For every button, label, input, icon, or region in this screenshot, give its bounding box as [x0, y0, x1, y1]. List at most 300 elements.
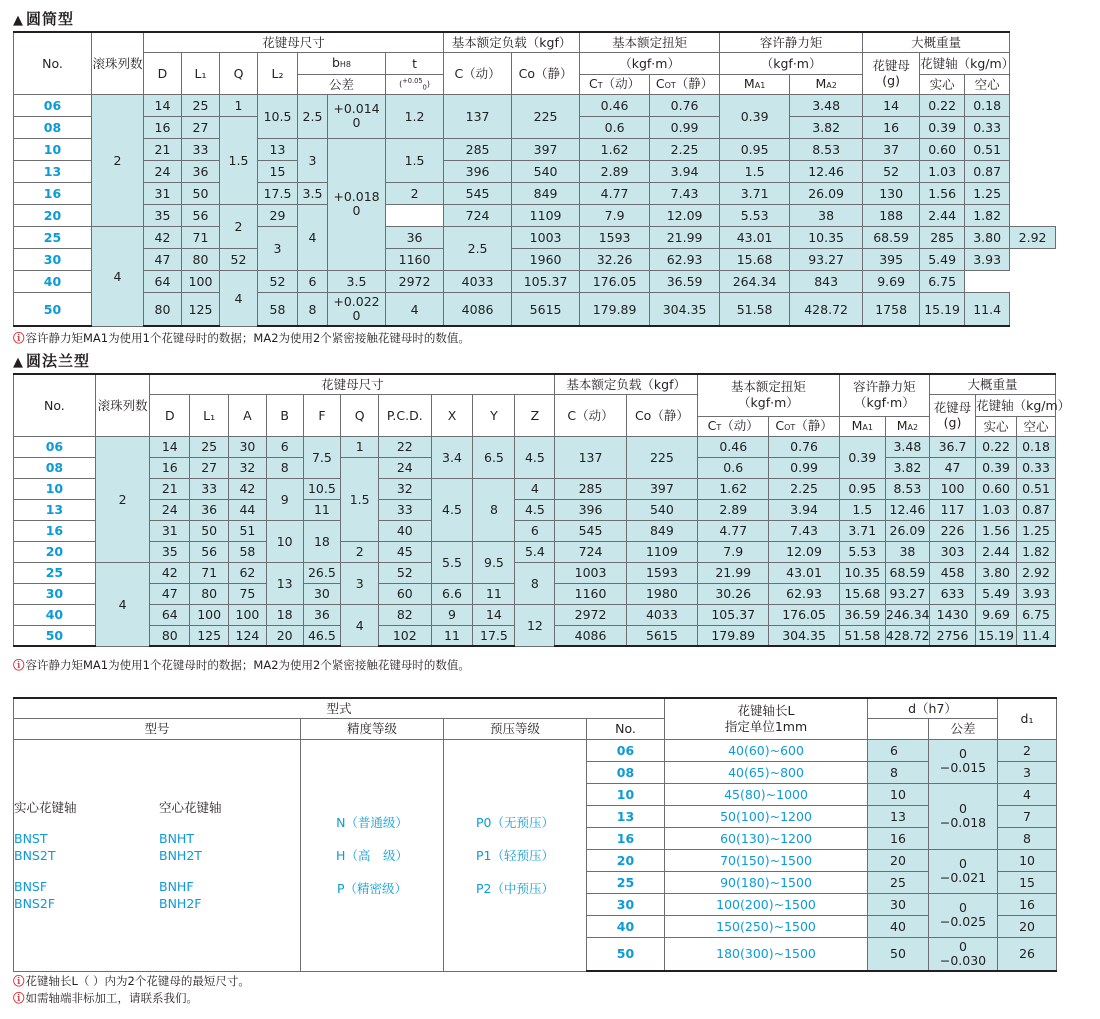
col-nut-weight: 花键母 (g) — [863, 52, 920, 94]
cell: 2.5 — [444, 226, 512, 270]
cell: 62.93 — [769, 583, 839, 604]
cell: 58 — [229, 541, 267, 562]
cell: 21 — [150, 478, 190, 499]
cell: 20 — [868, 849, 929, 871]
ball-rows-4: 4 — [95, 562, 150, 646]
cell: 0.33 — [1017, 457, 1056, 478]
preload-P2: P2（中预压） — [476, 880, 554, 896]
cell: 285 — [444, 138, 512, 160]
shaft-length: 100(200)~1500 — [665, 893, 868, 915]
cell: 10.5 — [258, 94, 298, 138]
cell: 2.44 — [920, 204, 965, 226]
cell: 8.53 — [885, 478, 929, 499]
row-no: 40 — [14, 604, 96, 625]
col-X: X — [431, 394, 473, 436]
row-no: 20 — [14, 541, 96, 562]
cell: 51.58 — [839, 625, 885, 646]
cell: 25 — [182, 94, 220, 116]
model-BNHT: BNHT — [159, 830, 194, 846]
cell: 14 — [150, 436, 190, 457]
col-torque-unit: （kgf·m） — [580, 52, 720, 74]
cell: 188 — [863, 204, 920, 226]
cell: 16 — [150, 457, 190, 478]
cell: 105.37 — [512, 270, 580, 292]
cell: 428.72 — [790, 292, 863, 326]
row-no: 30 — [587, 893, 665, 915]
cell: 1.82 — [1017, 541, 1056, 562]
cell: 42 — [150, 562, 190, 583]
cell: 1 — [220, 94, 258, 116]
cell: 47 — [150, 583, 190, 604]
cell: 32.26 — [580, 248, 650, 270]
cell: 3.71 — [720, 182, 790, 204]
cell: 8 — [515, 562, 555, 604]
cell: 42 — [144, 226, 182, 248]
precision-list — [301, 739, 444, 971]
cell: 0.51 — [1017, 478, 1056, 499]
row-no: 25 — [14, 562, 96, 583]
model-BNH2F: BNH2F — [159, 895, 202, 911]
cell: 56 — [190, 541, 229, 562]
cell: 40 — [379, 520, 431, 541]
cell: 50 — [190, 520, 229, 541]
cell: 17.5 — [258, 182, 298, 204]
cell: 1593 — [580, 226, 650, 248]
col-ball-rows: 滚珠列数 — [95, 374, 150, 436]
col-L1: L₁ — [182, 52, 220, 94]
col-B: B — [266, 394, 303, 436]
cell: 1.62 — [580, 138, 650, 160]
cell: 36.7 — [929, 436, 975, 457]
cell: 125 — [190, 625, 229, 646]
cell: 458 — [929, 562, 975, 583]
cell: 4.5 — [431, 478, 473, 541]
cell: 3.80 — [965, 226, 1010, 248]
col-Z: Z — [515, 394, 555, 436]
spline-shaft-selection-table — [13, 697, 1057, 972]
cell: 31 — [144, 182, 182, 204]
cell: 0.39 — [920, 116, 965, 138]
cell: 75 — [229, 583, 267, 604]
cell: 4 — [998, 783, 1057, 805]
row-no: 08 — [587, 761, 665, 783]
cell: 15.68 — [839, 583, 885, 604]
col-static: 容许静力矩 （kgf·m） — [839, 374, 929, 416]
cell: 0.18 — [965, 94, 1010, 116]
col-torque: 基本额定扭矩 （kgf·m） — [698, 374, 840, 416]
cell: 16 — [868, 827, 929, 849]
precision-P: P（精密级） — [336, 880, 408, 896]
cell: 25 — [868, 871, 929, 893]
cell: 5615 — [626, 625, 697, 646]
cell: 1.56 — [920, 182, 965, 204]
cell: 4033 — [626, 604, 697, 625]
cell: 8 — [473, 478, 515, 541]
cell: 1960 — [512, 248, 580, 270]
cell: 130 — [863, 182, 920, 204]
cell: 100 — [229, 604, 267, 625]
preload-P1: P1（轻预压） — [476, 847, 554, 863]
cell: 1593 — [626, 562, 697, 583]
cell-btol: +0.014 0 — [328, 94, 386, 138]
cell: 4 — [341, 604, 379, 646]
cell: 3 — [298, 138, 328, 182]
cell: 30 — [868, 893, 929, 915]
note-custom-machining — [13, 990, 198, 1006]
row-no: 06 — [14, 436, 96, 457]
cell: 102 — [379, 625, 431, 646]
col-A: A — [229, 394, 267, 436]
cell: 6 — [868, 739, 929, 761]
cell: 397 — [512, 138, 580, 160]
cell: 37 — [863, 138, 920, 160]
cell: 225 — [512, 94, 580, 138]
cell: 8 — [266, 457, 303, 478]
cell: 82 — [379, 604, 431, 625]
cell: 1430 — [929, 604, 975, 625]
cell: 843 — [790, 270, 863, 292]
cell: 7 — [998, 805, 1057, 827]
cell: 179.89 — [698, 625, 769, 646]
row-no: 40 — [587, 915, 665, 937]
cell: 12.46 — [885, 499, 929, 520]
cell: 125 — [182, 292, 220, 326]
cell: 105.37 — [698, 604, 769, 625]
row-no: 50 — [14, 292, 92, 326]
cell: 46.5 — [303, 625, 341, 646]
cell: 52 — [379, 562, 431, 583]
cell: 10.35 — [790, 226, 863, 248]
cell: 7.43 — [769, 520, 839, 541]
precision-H: H（高 级） — [336, 847, 408, 863]
cell: 5615 — [512, 292, 580, 326]
col-MA1: MA1 — [720, 74, 790, 94]
col-nut-dims: 花键母尺寸 — [150, 374, 555, 394]
cell: 35 — [144, 204, 182, 226]
cell: 56 — [182, 204, 220, 226]
hollow-label: 空心花键轴 — [159, 799, 222, 815]
col-no: No. — [14, 32, 92, 94]
cell: 15.19 — [976, 625, 1017, 646]
cell: 4 — [386, 292, 444, 326]
cell: 38 — [885, 541, 929, 562]
cell: 2.89 — [580, 160, 650, 182]
col-nut-weight: 花键母 (g) — [929, 394, 975, 436]
cell: 1.5 — [386, 138, 444, 182]
cell: 10.5 — [303, 478, 341, 499]
shaft-length: 60(130)~1200 — [665, 827, 868, 849]
cell: 304.35 — [769, 625, 839, 646]
cell: 179.89 — [580, 292, 650, 326]
model-BNHF: BNHF — [159, 878, 194, 894]
cell: 176.05 — [769, 604, 839, 625]
cell: 4086 — [444, 292, 512, 326]
row-no: 25 — [587, 871, 665, 893]
solid-models — [14, 799, 159, 912]
shaft-length: 90(180)~1500 — [665, 871, 868, 893]
col-MA1: MA1 — [839, 416, 885, 436]
col-Q: Q — [220, 52, 258, 94]
cell: 50 — [868, 937, 929, 971]
cell: 42 — [229, 478, 267, 499]
note-static-moment-1 — [13, 330, 470, 346]
cell: 2.25 — [769, 478, 839, 499]
cell: 1160 — [555, 583, 626, 604]
cell: 0.87 — [1017, 499, 1056, 520]
col-t: t — [386, 52, 444, 74]
cell: 2 — [341, 541, 379, 562]
cell: 35 — [150, 541, 190, 562]
col-no: No. — [587, 718, 665, 739]
cell: 50 — [182, 182, 220, 204]
col-C: C（动） — [555, 394, 626, 436]
cell: 1.03 — [920, 160, 965, 182]
cell: 13 — [868, 805, 929, 827]
preload-list — [444, 739, 587, 971]
cell: 93.27 — [790, 248, 863, 270]
cell: 47 — [929, 457, 975, 478]
col-t-tol: ($^{+0.05}_0$) — [386, 74, 444, 94]
shaft-length: 50(100)~1200 — [665, 805, 868, 827]
cell: 3 — [998, 761, 1057, 783]
cell: 64 — [150, 604, 190, 625]
cell: 24 — [144, 160, 182, 182]
cell: 12 — [515, 604, 555, 646]
cell: 545 — [555, 520, 626, 541]
cell: 264.34 — [720, 270, 790, 292]
col-basic-load: 基本额定负载（kgf） — [444, 32, 580, 52]
cell: 0.6 — [580, 116, 650, 138]
cell: 21.99 — [698, 562, 769, 583]
cell: 43.01 — [720, 226, 790, 248]
cell: 38 — [790, 204, 863, 226]
cell: 9.5 — [473, 541, 515, 583]
cell: 4 — [298, 204, 328, 270]
round-flange-table — [13, 373, 1071, 647]
col-CT: CT（动） — [580, 74, 650, 94]
row-no: 06 — [14, 94, 92, 116]
cell: 176.05 — [580, 270, 650, 292]
col-COT: COT（静） — [650, 74, 720, 94]
cell: 304.35 — [650, 292, 720, 326]
shaft-length: 70(150)~1500 — [665, 849, 868, 871]
cell: 1.5 — [839, 499, 885, 520]
row-no: 13 — [587, 805, 665, 827]
cell: 100 — [190, 604, 229, 625]
cell: 25 — [190, 436, 229, 457]
cell: 71 — [182, 226, 220, 248]
cell: 2 — [386, 182, 444, 204]
cell: 6 — [298, 270, 328, 292]
cell: 36 — [303, 604, 341, 625]
cell: 1.25 — [965, 182, 1010, 204]
row-no: 06 — [587, 739, 665, 761]
col-d: d（h7） — [868, 698, 998, 718]
cell: 68.59 — [863, 226, 920, 248]
cell: 0.95 — [720, 138, 790, 160]
cell: 0.22 — [976, 436, 1017, 457]
exclamation-icon: ⓘ — [13, 331, 25, 345]
cell: 44 — [229, 499, 267, 520]
cell: 22 — [379, 436, 431, 457]
cell: 4.5 — [515, 436, 555, 478]
cell: 303 — [929, 541, 975, 562]
cell: 2972 — [555, 604, 626, 625]
row-no: 30 — [14, 583, 96, 604]
note-text: 如需轴端非标加工，请联系我们。 — [25, 991, 198, 1005]
cell: 26 — [998, 937, 1057, 971]
cell: 0.18 — [1017, 436, 1056, 457]
cell-tol: 0 −0.025 — [929, 893, 998, 937]
note-static-moment-2 — [13, 657, 470, 673]
col-no: No. — [14, 374, 96, 436]
model-BNST: BNST — [14, 830, 48, 846]
col-shaft-weight: 花键轴（kg/m） — [920, 52, 1010, 74]
cell: 3.4 — [431, 436, 473, 478]
cell: 7.5 — [303, 436, 341, 478]
cell: 2.44 — [976, 541, 1017, 562]
cell: 117 — [929, 499, 975, 520]
col-nut-dims: 花键母尺寸 — [144, 32, 444, 52]
cell: 8.53 — [790, 138, 863, 160]
cell: 0.76 — [769, 436, 839, 457]
row-no: 10 — [14, 138, 92, 160]
cell: 226 — [929, 520, 975, 541]
triangle-icon: ▲ — [13, 355, 24, 370]
shaft-length: 45(80)~1000 — [665, 783, 868, 805]
cell: 64 — [144, 270, 182, 292]
cell: 724 — [555, 541, 626, 562]
cell: 12.09 — [769, 541, 839, 562]
col-d1: d₁ — [998, 698, 1057, 739]
cell: 51 — [229, 520, 267, 541]
cell: 18 — [266, 604, 303, 625]
cell: 1.25 — [1017, 520, 1056, 541]
cell: 32 — [379, 478, 431, 499]
section-title-text: 圆筒型 — [26, 10, 75, 28]
cell: 3 — [341, 562, 379, 604]
col-PCD: P.C.D. — [379, 394, 431, 436]
cell: 27 — [182, 116, 220, 138]
row-no: 16 — [14, 182, 92, 204]
cell: 47 — [144, 248, 182, 270]
section-title-round-flange — [13, 350, 90, 371]
cell: 30.26 — [698, 583, 769, 604]
cell: 1.03 — [976, 499, 1017, 520]
cell: 11 — [431, 625, 473, 646]
cell: 26.09 — [790, 182, 863, 204]
cell: 9.69 — [863, 270, 920, 292]
row-no: 13 — [14, 499, 96, 520]
cell: 1109 — [512, 204, 580, 226]
col-torque: 基本额定扭矩 — [580, 32, 720, 52]
cell: 52 — [258, 270, 298, 292]
cell: 18 — [303, 520, 341, 562]
cell: 6 — [266, 436, 303, 457]
preload-P0: P0（无预压） — [476, 814, 554, 830]
cell: 80 — [150, 625, 190, 646]
cell: 6.6 — [431, 583, 473, 604]
section-title-text: 圆法兰型 — [26, 352, 91, 370]
row-no: 16 — [587, 827, 665, 849]
cell: 5.49 — [976, 583, 1017, 604]
col-L1: L₁ — [190, 394, 229, 436]
cell: 5.53 — [839, 541, 885, 562]
cell: 15 — [998, 871, 1057, 893]
cell-btol: +0.018 0 — [328, 138, 386, 270]
row-no: 50 — [587, 937, 665, 971]
cell: 71 — [190, 562, 229, 583]
cell: 3.93 — [1017, 583, 1056, 604]
cell: 7.9 — [580, 204, 650, 226]
note-text: 容许静力矩MA1为使用1个花键母时的数据；MA2为使用2个紧密接触花键母时的数值。 — [25, 658, 470, 672]
cell: 724 — [444, 204, 512, 226]
exclamation-icon: ⓘ — [13, 991, 25, 1005]
cell: 16 — [863, 116, 920, 138]
row-no: 08 — [14, 116, 92, 138]
cell: 1980 — [626, 583, 697, 604]
col-L2: L₂ — [258, 52, 298, 94]
cell: 6.75 — [920, 270, 965, 292]
cell: 15.19 — [920, 292, 965, 326]
cell: 137 — [555, 436, 626, 478]
cell: 12.09 — [650, 204, 720, 226]
cell: 0.39 — [976, 457, 1017, 478]
cell: 4086 — [555, 625, 626, 646]
cell: 6.5 — [473, 436, 515, 478]
cell: 100 — [929, 478, 975, 499]
cell: 4.77 — [698, 520, 769, 541]
model-BNH2T: BNH2T — [159, 847, 202, 863]
cell: 3 — [258, 226, 298, 270]
cell: 52 — [863, 160, 920, 182]
col-basic-load: 基本额定负载（kgf） — [555, 374, 698, 394]
cell: 0.39 — [839, 436, 885, 478]
ball-rows-2: 2 — [92, 94, 144, 226]
cell: 11 — [303, 499, 341, 520]
cell: 29 — [258, 204, 298, 226]
col-tol: 公差 — [929, 718, 998, 739]
col-model: 型号 — [14, 718, 301, 739]
cell: 1.82 — [965, 204, 1010, 226]
col-b: bH8 — [298, 52, 386, 74]
cell: 545 — [444, 182, 512, 204]
cell: 80 — [190, 583, 229, 604]
cell: 2 — [220, 204, 258, 248]
cell: 3.5 — [298, 182, 328, 204]
cell: 14 — [144, 94, 182, 116]
cell: 396 — [444, 160, 512, 182]
cell: 10 — [998, 849, 1057, 871]
cell: 3.93 — [965, 248, 1010, 270]
cell: 5.5 — [431, 541, 473, 583]
cell: 1758 — [863, 292, 920, 326]
row-no: 13 — [14, 160, 92, 182]
cell: 11 — [473, 583, 515, 604]
row-no: 40 — [14, 270, 92, 292]
col-F: F — [303, 394, 341, 436]
col-Q: Q — [341, 394, 379, 436]
cell: 225 — [626, 436, 697, 478]
cell: 2.25 — [650, 138, 720, 160]
model-list — [14, 739, 301, 971]
cell: 1.2 — [386, 94, 444, 138]
cell-tol: 0 −0.021 — [929, 849, 998, 893]
section-title-cylinder — [13, 8, 74, 29]
cell: 24 — [150, 499, 190, 520]
col-C: C（动） — [444, 52, 512, 94]
cell: 31 — [150, 520, 190, 541]
